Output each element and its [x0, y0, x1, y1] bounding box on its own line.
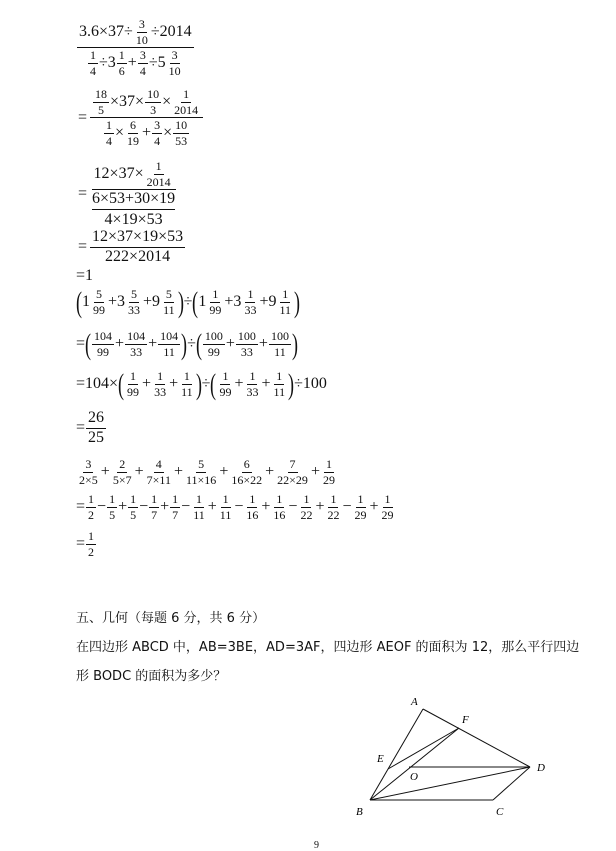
calc1-step3: = 12×37× $\frac{1}{2014}$ 6×53+30×19 4×19×53	[78, 159, 176, 228]
calc1-step2: = $\frac{18}{5}$ ×37× $\frac{10}{3}$ × $\frac{1}{2014}$ $\frac{1}{4}$ × $\frac{6}{19}$ + $\frac{3}{4}$ × $\frac{10}{53}$	[76, 88, 204, 147]
page-number: 9	[314, 840, 319, 851]
section-heading: 五、几何（每题 6 分，共 6 分）	[76, 611, 266, 626]
label-E: E	[377, 753, 384, 765]
edge-CD	[493, 767, 530, 800]
calc2-result: = $\frac{26}{25}$	[76, 409, 105, 446]
label-B: B	[356, 806, 363, 818]
segment-EF	[388, 728, 459, 769]
big-fraction: 3.6×37÷ $\frac{3}{10}$ ÷2014 $\frac{1}{4}$ ÷3 $\frac{1}{6}$ + $\frac{3}{4}$ ÷5 $\frac{3}{10}$	[79, 17, 192, 78]
calc1-result: =1	[76, 267, 94, 284]
label-O: O	[410, 771, 418, 783]
label-C: C	[496, 806, 504, 818]
calc3-result: = $\frac{1}{2}$	[76, 529, 95, 559]
label-D: D	[537, 762, 545, 774]
segment-BD	[370, 767, 530, 800]
calc3-step1: $\frac{3}{2\times 5}$ + $\frac{2}{5\times 7}$ + $\frac{4}{7\times 11}$ + $\frac{5}{11\times 16}$ + $\frac{6}{16\times 22}$ + $\frac{7}{22\times 29}$ + $\frac{1}{29}$	[79, 457, 335, 487]
segment-BF	[370, 728, 459, 800]
calc3-step2: = $\frac{1}{2}$ − $\frac{1}{5}$ + $\frac{1}{5}$ − $\frac{1}{7}$ + $\frac{1}{7}$ − $\frac{1}{11}$ + $\frac{1}{11}$ − $\frac{1}{16}$ + $\frac{1}{16}$ − $\frac{1}{22}$ + $\frac{1}{22}$ − $\frac{1}{29}$ + $\frac{1}{29}$	[76, 492, 394, 522]
calc1-step1	[76, 18, 195, 77]
calc2-step2: = ( $\frac{104}{99}$ + $\frac{104}{33}$ + $\frac{104}{11}$ ) ÷ ( $\frac{100}{99}$ + $\frac{100}{33}$ + $\frac{100}{11}$ )	[76, 327, 298, 361]
label-A: A	[411, 696, 418, 708]
calc2-step1: ( 1 $\frac{5}{99}$ +3 $\frac{5}{33}$ +9 $\frac{5}{11}$ ) ÷ ( 1 $\frac{1}{99}$ +3 $\frac{1}{33}$ +9 $\frac{1}{11}$ )	[76, 285, 301, 319]
edge-AD	[423, 709, 530, 767]
calc2-step3: =104× ( $\frac{1}{99}$ + $\frac{1}{33}$ + $\frac{1}{11}$ ) ÷ ( $\frac{1}{99}$ + $\frac{1}{33}$ + $\frac{1}{11}$ ) ÷100	[76, 367, 327, 401]
label-F: F	[462, 714, 469, 726]
calc1-step4: = $\frac{12\times 37\times 19\times 53}{222\times 2014}$	[78, 228, 184, 265]
problem-text-line1: 在四边形 ABCD 中，AB=3BE，AD=3AF，四边形 AEOF 的面积为 12，那么平行四边	[76, 640, 580, 655]
edge-AB	[370, 709, 423, 800]
problem-text-line2: 形 BODC 的面积为多少？	[76, 669, 227, 684]
